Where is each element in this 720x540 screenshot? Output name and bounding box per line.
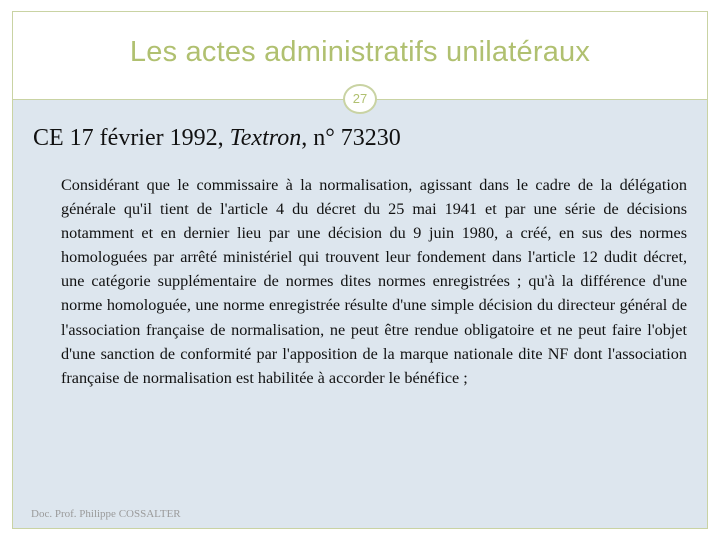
case-heading-number: , n° 73230 xyxy=(301,125,401,151)
case-heading-name: Textron xyxy=(229,125,302,151)
page-number-badge: 27 xyxy=(343,84,377,114)
footer-author: Doc. Prof. Philippe COSSALTER xyxy=(31,508,181,520)
case-heading xyxy=(33,125,693,152)
case-quote-text: Considérant que le commissaire à la normalisation, agissant dans le cadre de la délégation générale qu'il tient de l'article 4 du décret du 25 mai 1941 et par une série de décisions notamment et en dernier lieu par une décision du 9 juin 1980, a créé, en sus des normes homologuées par arrêté ministériel qui trouvent leur fondement dans l'article 12 dudit décret, une catégorie supplémentaire de normes dites normes enregistrées ; qu'à la différence d'une norme homologuée, une norme enregistrée résulte d'une simple décision du directeur général de l'association française de normalisation, ne peut être rendue obligatoire et ne peut faire l'objet d'une sanction de conformité par l'apposition de la marque nationale dite NF dont l'association française de normalisation est habilitée à accorder le bénéfice ; xyxy=(61,176,687,387)
slide-title: Les actes administratifs unilatéraux xyxy=(129,36,591,68)
case-heading-court-date: CE 17 février 1992, xyxy=(33,125,230,151)
